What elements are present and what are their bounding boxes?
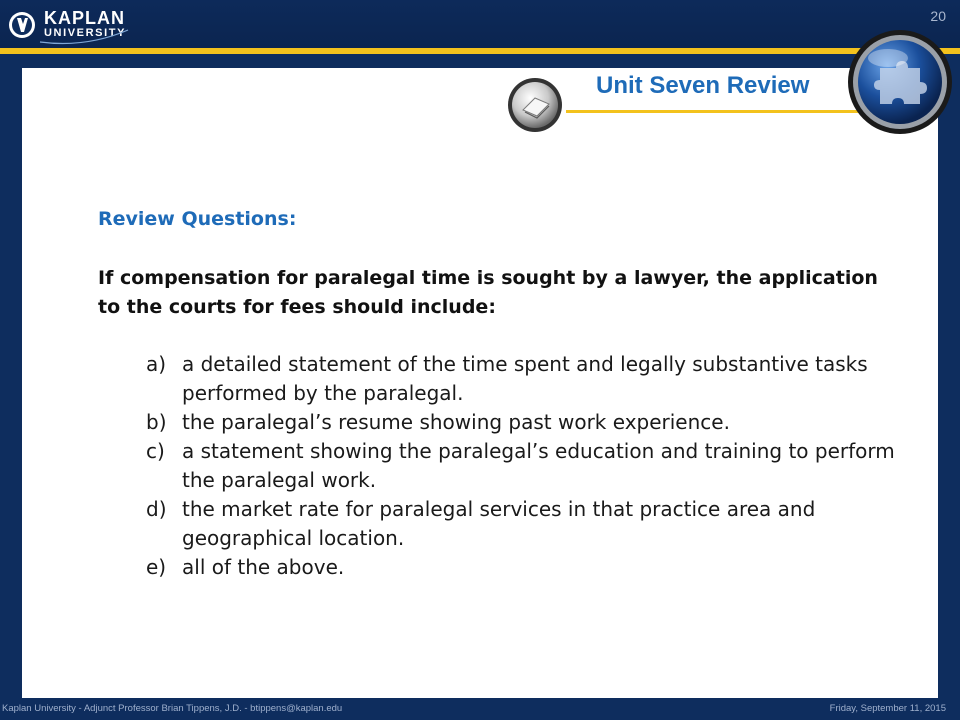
- footer-presenter-info: Kaplan University - Adjunct Professor Brian Tippens, J.D. - btippens@kaplan.edu: [2, 703, 343, 714]
- book-orb-icon: [506, 76, 564, 134]
- answer-list: [146, 350, 906, 582]
- answer-item-a: [146, 350, 906, 408]
- question-text: If compensation for paralegal time is sought by a lawyer, the application to the courts for fees should include:: [98, 267, 878, 318]
- logo-text-kaplan: KAPLAN: [44, 8, 125, 28]
- puzzle-orb-icon: [846, 28, 954, 136]
- answer-text: the paralegal’s resume showing past work experience.: [182, 410, 730, 434]
- answer-letter: d): [146, 497, 167, 521]
- answer-item-d: [146, 495, 906, 553]
- logo-swoosh: [6, 4, 132, 46]
- answer-text: a statement showing the paralegal’s education and training to perform the paralegal work.: [182, 439, 895, 492]
- slide-title: Unit Seven Review: [596, 72, 810, 99]
- answer-text: the market rate for paralegal services in that practice area and geographical location.: [182, 497, 816, 550]
- answer-letter: b): [146, 410, 167, 434]
- answer-letter: c): [146, 439, 165, 463]
- logo-text-university: UNIVERSITY: [44, 27, 127, 39]
- header-bar: [0, 0, 960, 48]
- review-questions-heading: Review Questions:: [98, 208, 297, 230]
- answer-text: all of the above.: [182, 555, 345, 579]
- header-accent-line: [0, 48, 960, 54]
- kaplan-logo: [6, 4, 132, 46]
- title-underline: [566, 110, 864, 113]
- answer-letter: a): [146, 352, 167, 376]
- answer-item-e: [146, 553, 906, 582]
- answer-text: a detailed statement of the time spent and legally substantive tasks performed by the paralegal.: [182, 352, 868, 405]
- slide-number: 20: [930, 8, 946, 24]
- answer-item-c: [146, 437, 906, 495]
- answer-letter: e): [146, 555, 167, 579]
- footer-date: Friday, September 11, 2015: [829, 703, 946, 714]
- answer-item-b: [146, 408, 906, 437]
